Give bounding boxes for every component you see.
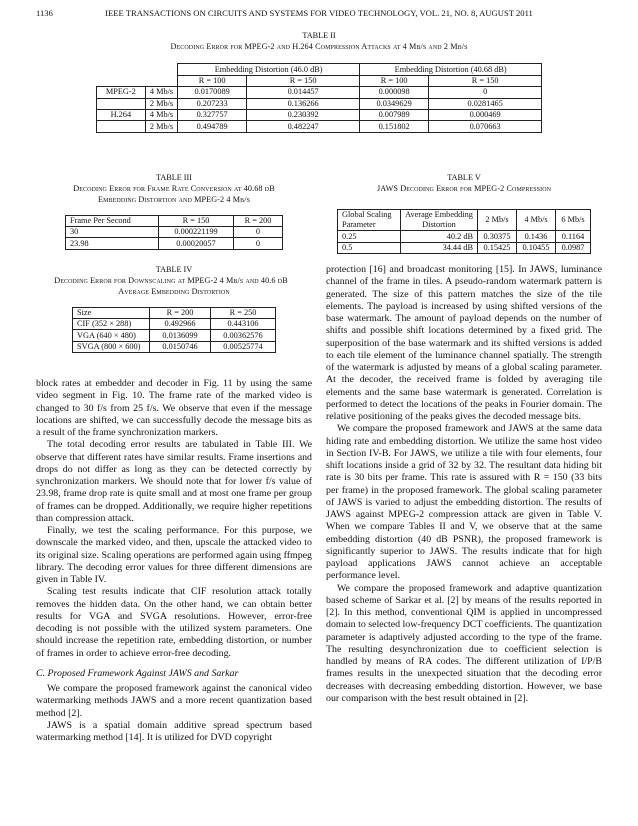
table-cell: 0.000469: [429, 109, 542, 120]
table-cell: VGA (640 × 480): [73, 330, 150, 341]
table-cell: 0: [429, 87, 542, 98]
table-header: Frame Per Second: [66, 215, 159, 226]
paragraph: The total decoding error results are tabulated in Table III. We observe that different rates have similar results. Frame insertions and drops do not differ as long as they can be detected correctly by synchronization markers. We should note that for lower f/s value of 23.98, frame drop rate is quite small and at most one frame per group of frames can be dropped. Additionally, we require higher repetitions than compression attack.: [36, 439, 312, 524]
table-cell: 0.492966: [150, 319, 211, 330]
table-header: Global Scaling Parameter: [338, 210, 401, 231]
table-cell: 2 Mb/s: [145, 98, 177, 109]
table-row: [338, 242, 591, 253]
table-cell: 0.443106: [211, 319, 276, 330]
table-2-sub-header: R = 100: [360, 75, 429, 86]
table-cell: 0: [234, 227, 283, 238]
table-row: [73, 319, 276, 330]
table-cell: 0.0349629: [360, 98, 429, 109]
table-cell: 23.98: [66, 238, 159, 249]
left-column: [36, 378, 312, 744]
table-cell: 0.000221199: [159, 227, 234, 238]
table-3-caption-2: Embedding Distortion and MPEG-2 4 Mb/s: [97, 195, 251, 205]
table-row: [66, 238, 283, 249]
paragraph: We compare the proposed framework and JAWS at the same data hiding rate and embedding distortion. We utilize the same host video in Section IV-B. For JAWS, we utilize a tile with four elements, four shift locations inside a grid of 32 by 32. The resultant data hiding bit rate is 30 bits per frame. This rate is assured with R = 150 (33 bits per frame) in the proposed framework. The global scaling parameter of JAWS is varied to adjust the embedding distortion. The results of JAWS against MPEG-2 compression attack are given in Table V. When we compare Tables II and V, we observe that at the same embedding distortion (40 dB PSNR), the proposed framework is significantly superior to JAWS. The results indicate that for high payload applications JAWS cannot achieve an acceptable performance level.: [326, 423, 602, 582]
table-cell: 0.00525774: [211, 341, 276, 352]
table-row: [96, 87, 541, 98]
table-5-caption: JAWS Decoding Error for MPEG-2 Compression: [376, 184, 552, 194]
paragraph: We compare the proposed framework and adaptive quantization based scheme of Sarkar et al. [2] by means of the results reported in [2]. In this method, conventional QIM is applied in uncompressed domain to selected low-frequency DCT coefficients. The quantization parameter is adaptively adjusted according to the type of the frame. The resulting desynchronization due to coefficient selection is handled by means of RA codes. The different utilization of I/P/B frames results in the unexpected situation that the decoding error decreases with decreasing embedding distortion. However, we base our comparison with the best result obtained in [2].: [326, 582, 602, 704]
right-column: [326, 264, 602, 705]
table-header: 6 Mb/s: [556, 210, 591, 231]
table-cell: 0.15425: [478, 242, 517, 253]
subsection-heading: C. Proposed Framework Against JAWS and Sarkar: [36, 667, 239, 679]
table-2-sub-header: R = 150: [429, 75, 542, 86]
table-cell: SVGA (800 × 600): [73, 341, 150, 352]
table-5-label: TABLE V: [447, 173, 481, 182]
table-cell: 4 Mb/s: [145, 109, 177, 120]
table-cell: 0.0170089: [178, 87, 247, 98]
table-5: [337, 209, 591, 254]
table-2-group-header: Embedding Distortion (40.68 dB): [360, 64, 542, 75]
table-cell: 0.30375: [478, 231, 517, 242]
table-cell: 0.1164: [556, 231, 591, 242]
table-cell: 0: [234, 238, 283, 249]
table-header: Average Embedding Distortion: [401, 210, 478, 231]
table-header: Size: [73, 307, 150, 318]
table-2-caption: Decoding Error for MPEG-2 and H.264 Compression Attacks at 4 Mb/s and 2 Mb/s: [170, 42, 468, 52]
table-cell: 0.230392: [247, 109, 360, 120]
table-cell: 0.0150746: [150, 341, 211, 352]
table-3: [65, 215, 283, 250]
page-number: 1136: [36, 8, 53, 18]
table-cell: CIF (352 × 288): [73, 319, 150, 330]
table-row: [96, 121, 541, 132]
table-3-caption: Decoding Error for Frame Rate Conversion at 40.68 dB: [73, 184, 275, 194]
table-2-group-header: Embedding Distortion (46.0 dB): [178, 64, 360, 75]
table-cell: 0.00362576: [211, 330, 276, 341]
table-cell: 4 Mb/s: [145, 87, 177, 98]
table-4-caption: Decoding Error for Downscaling at MPEG-2 4 Mb/s and 40.6 dB: [54, 276, 288, 286]
running-header: [36, 8, 602, 22]
table-cell: 0.151802: [360, 121, 429, 132]
table-row: [73, 341, 276, 352]
table-4-block: [36, 264, 312, 353]
table-row: [96, 98, 541, 109]
table-cell: [96, 98, 145, 109]
table-cell: 0.000098: [360, 87, 429, 98]
table-cell: 0.1436: [517, 231, 556, 242]
table-cell: 30: [66, 227, 159, 238]
table-3-block: [36, 172, 312, 250]
table-3-label: TABLE III: [156, 173, 192, 182]
paragraph: Finally, we test the scaling performance. For this purpose, we downscale the marked video, and then, upscale the attacked video to its original size. Scaling operations are performed again using ffmpeg library. The decoding error values for three different dimensions are given in Table IV.: [36, 525, 312, 585]
table-cell: [96, 121, 145, 132]
table-2-block: [40, 30, 598, 133]
table-cell: 0.0281465: [429, 98, 542, 109]
table-cell: 0.494789: [178, 121, 247, 132]
table-row: [96, 109, 541, 120]
paragraph: JAWS is a spatial domain additive spread spectrum based watermarking method [14]. It is utilized for DVD copyright: [36, 719, 312, 743]
table-cell: 0.482247: [247, 121, 360, 132]
table-cell: 0.10455: [517, 242, 556, 253]
table-cell: 34.44 dB: [401, 242, 478, 253]
table-5-block: [326, 172, 602, 254]
table-cell: 0.25: [338, 231, 401, 242]
table-row: [338, 231, 591, 242]
table-cell: 0.00020057: [159, 238, 234, 249]
paragraph: Scaling test results indicate that CIF resolution attack totally removes the hidden data. On the other hand, we can obtain better results for VGA and SVGA resolutions. However, error-free decoding is not possible with the utilized system parameters. One should increase the repetition rate, embedding distortion, or number of frames in order to achieve error-free decoding.: [36, 586, 312, 659]
table-2-sub-header: R = 150: [247, 75, 360, 86]
table-cell: 0.5: [338, 242, 401, 253]
table-cell: 0.014457: [247, 87, 360, 98]
table-2-sub-header: R = 100: [178, 75, 247, 86]
table-cell: 0.070663: [429, 121, 542, 132]
table-cell: 0.0987: [556, 242, 591, 253]
table-cell: 0.136266: [247, 98, 360, 109]
table-header: R = 200: [234, 215, 283, 226]
table-cell: 0.007989: [360, 109, 429, 120]
table-cell: H.264: [96, 109, 145, 120]
paragraph: block rates at embedder and decoder in Fig. 11 by using the same video segment in Fig. 10. The frame rate of the marked video is changed to 30 f/s from 25 f/s. We observe that even if the message locations are shifted, we can successfully decode the message bits as a result of the frame synchronization markers.: [36, 378, 312, 438]
table-header: R = 150: [159, 215, 234, 226]
table-row: [66, 227, 283, 238]
table-cell: MPEG-2: [96, 87, 145, 98]
table-cell: 0.327757: [178, 109, 247, 120]
table-4-label: TABLE IV: [155, 265, 193, 274]
table-cell: 40.2 dB: [401, 231, 478, 242]
table-header: 2 Mb/s: [478, 210, 517, 231]
table-cell: 0.0136099: [150, 330, 211, 341]
paragraph: protection [16] and broadcast monitoring [15]. In JAWS, luminance channel of the frame in tiles. A pseudo-random watermark pattern is generated. The size of this pattern matches the size of the tile elements. The payload is increased by using shifted versions of the base watermark. The amount of payload depends on the number of shifts and possible shift locations determined by a fixed grid. The superposition of the base watermark and its shifted versions is added to each tile element of the luminance channel spatially. The strength of the watermark is adjusted by means of a global scaling parameter. At the decoder, the received frame is folded by averaging tile elements and the same base watermark is generated. Correlation is performed to detect the locations of the peaks in Fourier domain. The relative positioning of the peaks gives the decoded message bits.: [326, 264, 602, 422]
table-4-caption-2: Average Embedding Distortion: [118, 287, 230, 297]
journal-title: IEEE TRANSACTIONS ON CIRCUITS AND SYSTEMS FOR VIDEO TECHNOLOGY, VOL. 21, NO. 8, AUGUST 2011: [105, 8, 533, 18]
table-header: R = 200: [150, 307, 211, 318]
table-row: [73, 330, 276, 341]
table-2-label: TABLE II: [302, 31, 336, 40]
table-header: R = 250: [211, 307, 276, 318]
paragraph: We compare the proposed framework against the canonical video watermarking methods JAWS and a more recent quantization based method [2].: [36, 683, 312, 719]
table-header: 4 Mb/s: [517, 210, 556, 231]
table-2: [96, 63, 542, 132]
table-4: [72, 307, 276, 354]
table-cell: 2 Mb/s: [145, 121, 177, 132]
table-cell: 0.207233: [178, 98, 247, 109]
